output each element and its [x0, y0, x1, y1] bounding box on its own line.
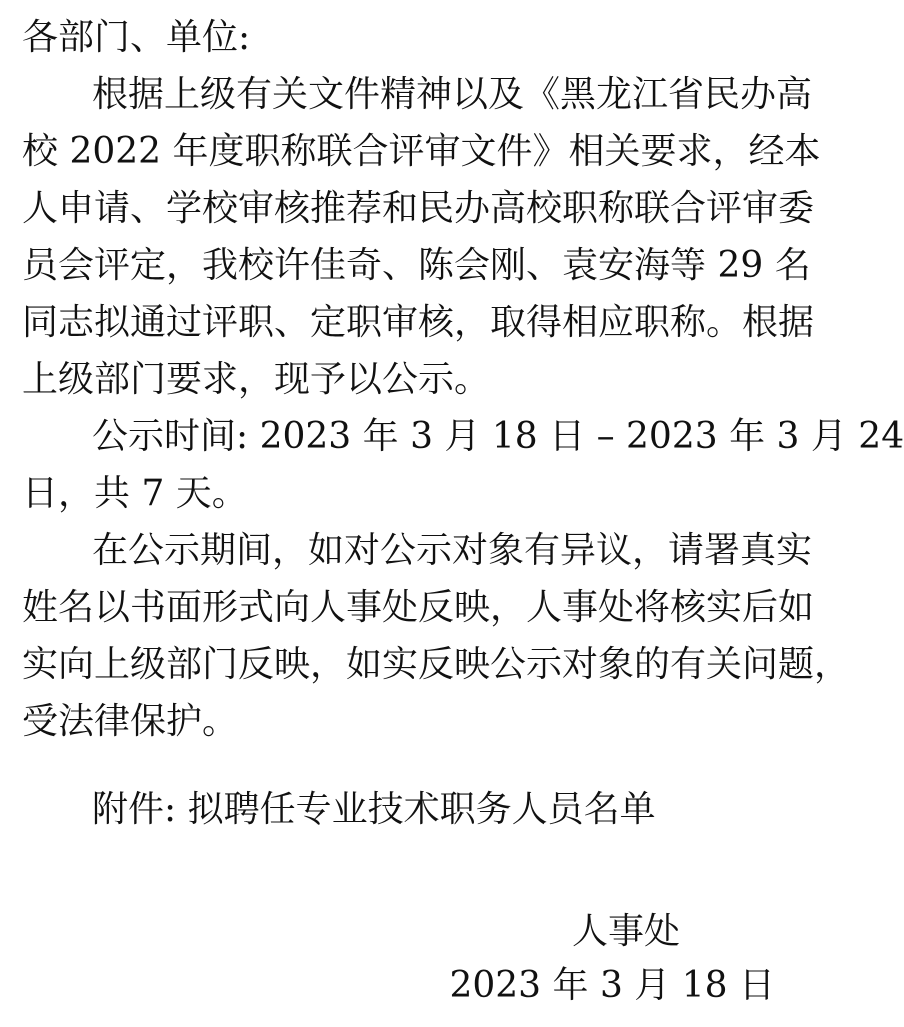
paragraph-1-line-2: 校 2022 年度职称联合评审文件》相关要求，经本 — [22, 131, 821, 172]
paragraph-3-line-1: 在公示期间，如对公示对象有异议，请署真实 — [92, 530, 813, 571]
attachment-line: 附件: 拟聘任专业技术职务人员名单 — [92, 789, 656, 830]
paragraph-3-line-2: 姓名以书面形式向人事处反映，人事处将核实后如 — [22, 587, 815, 628]
paragraph-3-line-4: 受法律保护。 — [22, 701, 239, 742]
signature-department: 人事处 — [571, 911, 680, 952]
paragraph-2-line-2: 日，共 7 天。 — [22, 473, 248, 514]
salutation: 各部门、单位: — [22, 17, 251, 58]
paragraph-1-line-4: 员会评定，我校许佳奇、陈会刚、袁安海等 29 名 — [22, 245, 811, 286]
paragraph-1-line-1: 根据上级有关文件精神以及《黑龙江省民办高 — [92, 74, 813, 115]
paragraph-2-line-1: 公示时间: 2023 年 3 月 18 日 – 2023 年 3 月 24 — [92, 416, 904, 457]
paragraph-1-line-5: 同志拟通过评职、定职审核，取得相应职称。根据 — [22, 302, 815, 343]
paragraph-1-line-6: 上级部门要求，现予以公示。 — [22, 359, 491, 400]
paragraph-3-line-3: 实向上级部门反映，如实反映公示对象的有关问题， — [22, 644, 851, 685]
paragraph-1-line-3: 人申请、学校审核推荐和民办高校职称联合评审委 — [22, 188, 815, 229]
signature-date: 2023 年 3 月 18 日 — [449, 965, 775, 1006]
